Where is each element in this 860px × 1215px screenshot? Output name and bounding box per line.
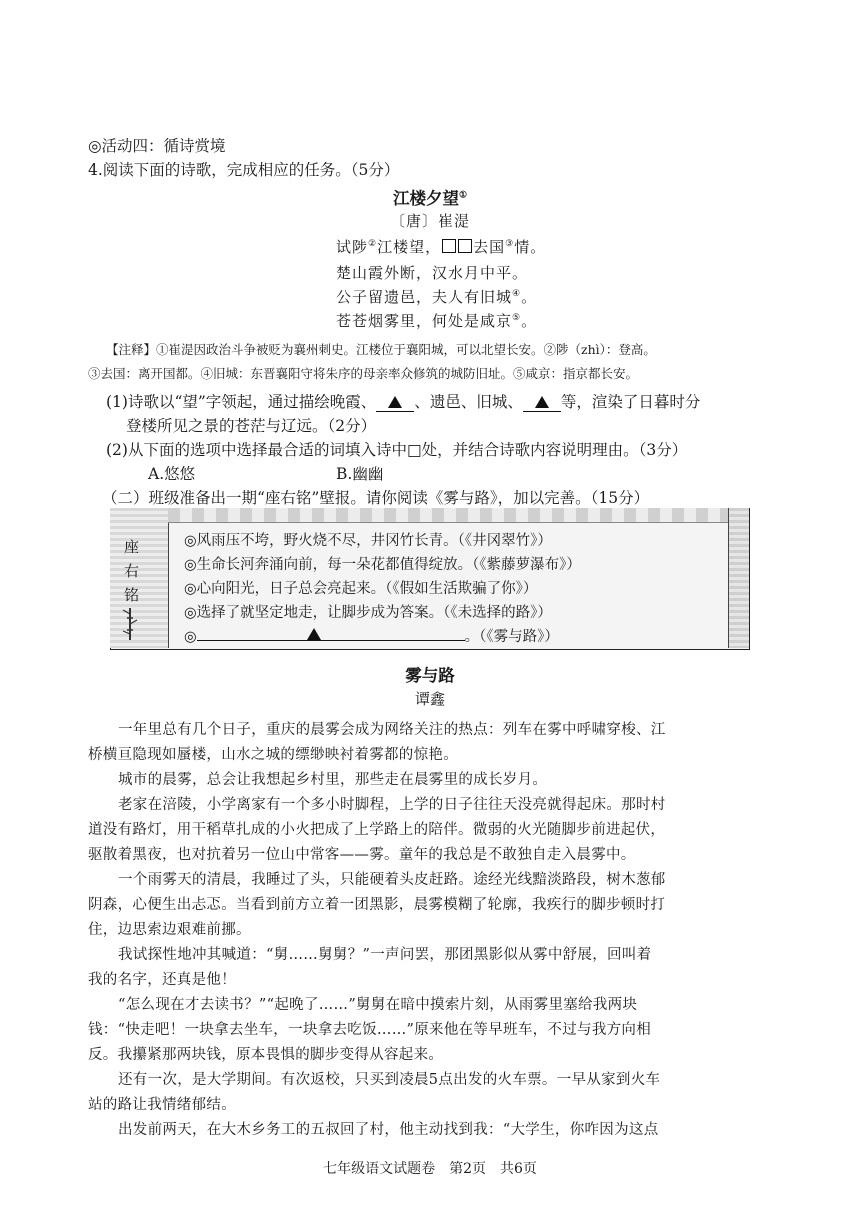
essay-line: 住，边思索边艰难前挪。 [88, 922, 251, 938]
banner-top-border [168, 508, 728, 523]
banner-char: 右 [124, 562, 140, 580]
answer-blank-triangle-icon [535, 396, 549, 408]
essay-line: 我的名字，还真是他！ [88, 972, 236, 988]
poem-author: 〔唐〕崔湜 [389, 212, 470, 230]
task-2: (2)从下面的选项中选择最合适的词填入诗中□处，并结合诗歌内容说明理由。（3分） [106, 441, 688, 459]
motto-item-blank: ◎ 。（《雾与路》） [184, 625, 559, 646]
essay-line: 还有一次，是大学期间。有次返校，只买到凌晨5点出发的火车票。一早从家到火车 [118, 1072, 661, 1088]
essay-line: 我试探性地冲其喊道：“舅……舅舅？”一声问罢，那团黑影似从雾中舒展，回叫着 [118, 947, 652, 963]
essay-line: 老家在涪陵，小学离家有一个多小时脚程，上学的日子往往天没亮就得起床。那时村 [118, 797, 666, 813]
option-a: A.悠悠 [148, 465, 196, 483]
poem-line-2: 楚山霞外断，汉水月中平。 [336, 264, 529, 282]
motto-item: ◎心向阳光，日子总会亮起来。（《假如生活欺骗了你》） [184, 581, 538, 597]
poem-note-line-1: 【注释】①崔湜因政治斗争被贬为襄州刺史。江楼位于襄阳城，可以北望长安。②陟（zhì）：登高。 [106, 342, 656, 357]
motto-item: ◎生命长河奔涌向前，每一朵花都值得绽放。（《紫藤萝瀑布》） [184, 557, 581, 573]
poem-line-3: 公子留遗邑，夫人有旧城④。 [336, 288, 538, 306]
section-2-heading: （二）班级准备出一期“座右铭”壁报。请你阅读《雾与路》，加以完善。（15分） [102, 489, 650, 507]
blank-box [442, 239, 456, 253]
poem-note-line-2: ③去国：离开国都。④旧城：东晋襄阳守将朱序的母亲率众修筑的城防旧址。⑤咸京：指京都长安。 [88, 366, 639, 381]
activity-heading: ◎活动四：循诗赏境 [88, 137, 226, 155]
essay-line: 阴森，心便生出忐忑。当看到前方立着一团黑影，晨雾模糊了轮廓，我疾行的脚步顿时打 [88, 897, 666, 913]
banner-right-scroll [728, 508, 749, 648]
poem-title: 江楼夕望① [392, 189, 468, 208]
question-4-prompt: 4.阅读下面的诗歌，完成相应的任务。（5分） [88, 161, 400, 179]
bamboo-icon [120, 606, 140, 642]
essay-line: 站的路让我情绪郁结。 [88, 1097, 236, 1113]
essay-line: “怎么现在才去读书？”“起晚了……”舅舅在暗中摸索片刻，从雨雾里塞给我两块 [118, 997, 638, 1013]
banner-char: 座 [124, 538, 140, 556]
essay-line: 桥横亘隐现如蜃楼，山水之城的缥缈映衬着雾都的惊艳。 [88, 747, 458, 763]
motto-item: ◎风雨压不垮，野火烧不尽，井冈竹长青。（《井冈翠竹》） [184, 533, 552, 549]
task-1-line-1: (1)诗歌以“望”字领起，通过描绘晚霞、 、遗邑、旧城、 等，渲染了日暮时分 [106, 393, 701, 411]
poem-line-4: 苍苍烟雾里，何处是咸京⑤。 [336, 312, 538, 330]
essay-line: 道没有路灯，用干稻草扎成的小火把成了上学路上的陪伴。微弱的火光随脚步前进起伏， [88, 822, 666, 838]
page-footer: 七年级语文试题卷 第2页 共6页 [323, 1161, 537, 1177]
essay-line: 出发前两天，在大木乡务工的五叔回了村，他主动找到我：“大学生，你咋因为这点 [118, 1122, 659, 1138]
blank-box [458, 239, 472, 253]
essay-author: 谭鑫 [414, 690, 445, 708]
answer-blank-triangle-icon [388, 396, 402, 408]
essay-line: 反。我攥紧那两块钱，原本畏惧的脚步变得从容起来。 [88, 1047, 444, 1063]
essay-line: 一个雨雾天的清晨，我睡过了头，只能硬着头皮赶路。途经光线黯淡路段，树木葱郁 [118, 872, 666, 888]
poem-line-1: 试陟②江楼望， 去国③情。 [336, 238, 547, 256]
essay-line: 驱散着黑夜，也对抗着另一位山中常客——雾。童年的我总是不敢独自走入晨雾中。 [88, 847, 636, 863]
option-b: B.幽幽 [336, 465, 384, 483]
answer-blank-triangle-icon [307, 628, 321, 640]
banner-char: 铭 [124, 586, 140, 604]
essay-line: 钱：“快走吧！一块拿去坐车，一块拿去吃饭……”原来他在等早班车，不过与我方向相 [88, 1022, 652, 1038]
motto-answer-blank[interactable] [197, 626, 465, 641]
essay-title: 雾与路 [405, 666, 455, 685]
task-1-line-2: 登楼所见之景的苍茫与辽远。（2分） [126, 417, 377, 435]
motto-item: ◎选择了就坚定地走，让脚步成为答案。（《未选择的路》） [184, 605, 552, 621]
essay-line: 一年里总有几个日子，重庆的晨雾会成为网络关注的热点：列车在雾中呼啸穿梭、江 [118, 722, 666, 738]
essay-line: 城市的晨雾，总会让我想起乡村里，那些走在晨雾里的成长岁月。 [118, 772, 548, 788]
